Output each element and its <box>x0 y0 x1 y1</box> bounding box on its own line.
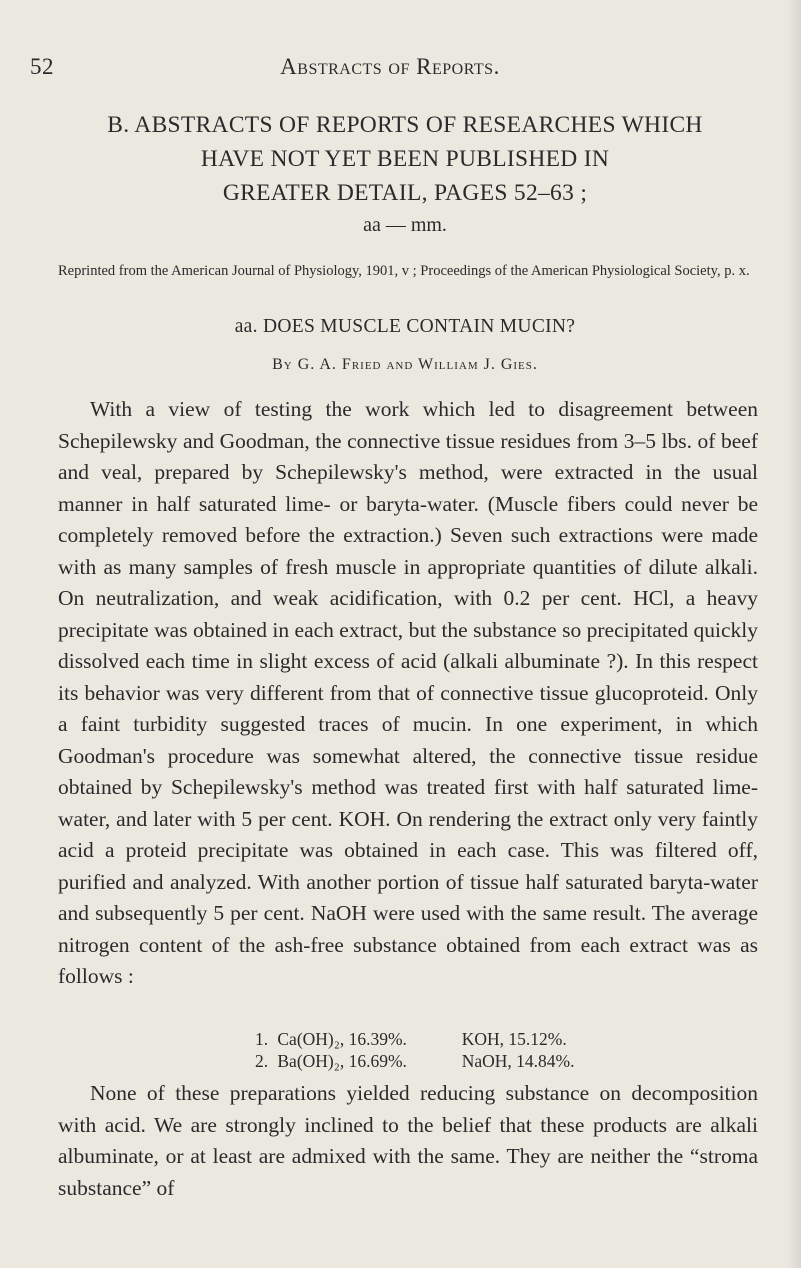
result-row-2 <box>255 1050 715 1072</box>
section-range: aa — mm. <box>363 214 447 236</box>
article-body <box>58 394 758 993</box>
result-value-b: NaOH, 14.84%. <box>461 1051 575 1071</box>
nitrogen-results <box>255 1028 715 1072</box>
article-title: aa. DOES MUSCLE CONTAIN MUCIN? <box>234 316 576 337</box>
article-byline: By G. A. Fried and William J. Gies. <box>272 356 538 373</box>
section-heading-line-2: HAVE NOT YET BEEN PUBLISHED IN <box>200 146 610 172</box>
result-value-a: Ca(OH)₂, 16.39%. <box>277 1029 407 1049</box>
paragraph-2: None of these preparations yielded reducing substance on decomposition with acid. We are strongly inclined to the belief that these products are alkali albuminate, or at least are admixed with the same. They are neither the “stroma substance” of <box>58 1081 758 1200</box>
result-row-1 <box>255 1028 715 1050</box>
result-number: 1. <box>255 1029 269 1049</box>
section-heading-line-3: GREATER DETAIL, PAGES 52–63 ; <box>222 180 588 206</box>
section-heading-line-1: B. ABSTRACTS OF REPORTS OF RESEARCHES WHICH <box>107 112 703 138</box>
article-body-continued <box>58 1078 758 1204</box>
section-heading <box>60 108 750 210</box>
result-number: 2. <box>255 1051 269 1071</box>
result-value-a: Ba(OH)₂, 16.69%. <box>277 1051 407 1071</box>
reprint-note: Reprinted from the American Journal of Physiology, 1901, v ; Proceedings of the American Physiological Society, p. x. <box>58 263 750 279</box>
page-edge-shadow <box>787 0 801 1268</box>
running-title: Abstracts of Reports. <box>280 54 500 79</box>
paragraph-1: With a view of testing the work which led to disagreement between Schepilewsky and Goodman, the connective tissue residues from 3–5 lbs. of beef and veal, prepared by Schepilewsky's method, were extracted in the usual manner in half saturated lime- or baryta-water. (Muscle fibers could never be completely removed before the extraction.) Seven such extractions were made with as many samples of fresh muscle in appropriate quantities of dilute alkali. On neutralization, and weak acidification, with 0.2 per cent. HCl, a heavy precipitate was obtained in each extract, but the substance so precipitated quickly dissolved each time in slight excess of acid (alkali albuminate ?). In this respect its behavior was very different from that of connective tissue glucoproteid. Only a faint turbidity suggested traces of mucin. In one experiment, in which Goodman's procedure was somewhat altered, the connective tissue residue obtained by Schepilewsky's method was treated first with half saturated lime-water, and later with 5 per cent. KOH. On rendering the extract only very faintly acid a proteid precipitate was obtained in each case. This was filtered off, purified and analyzed. With another portion of tissue half saturated baryta-water and subsequently 5 per cent. NaOH were used with the same result. The average nitrogen content of the ash-free substance obtained from each extract was as follows : <box>58 397 758 988</box>
result-value-b: KOH, 15.12%. <box>461 1029 567 1049</box>
page-number: 52 <box>30 54 54 79</box>
